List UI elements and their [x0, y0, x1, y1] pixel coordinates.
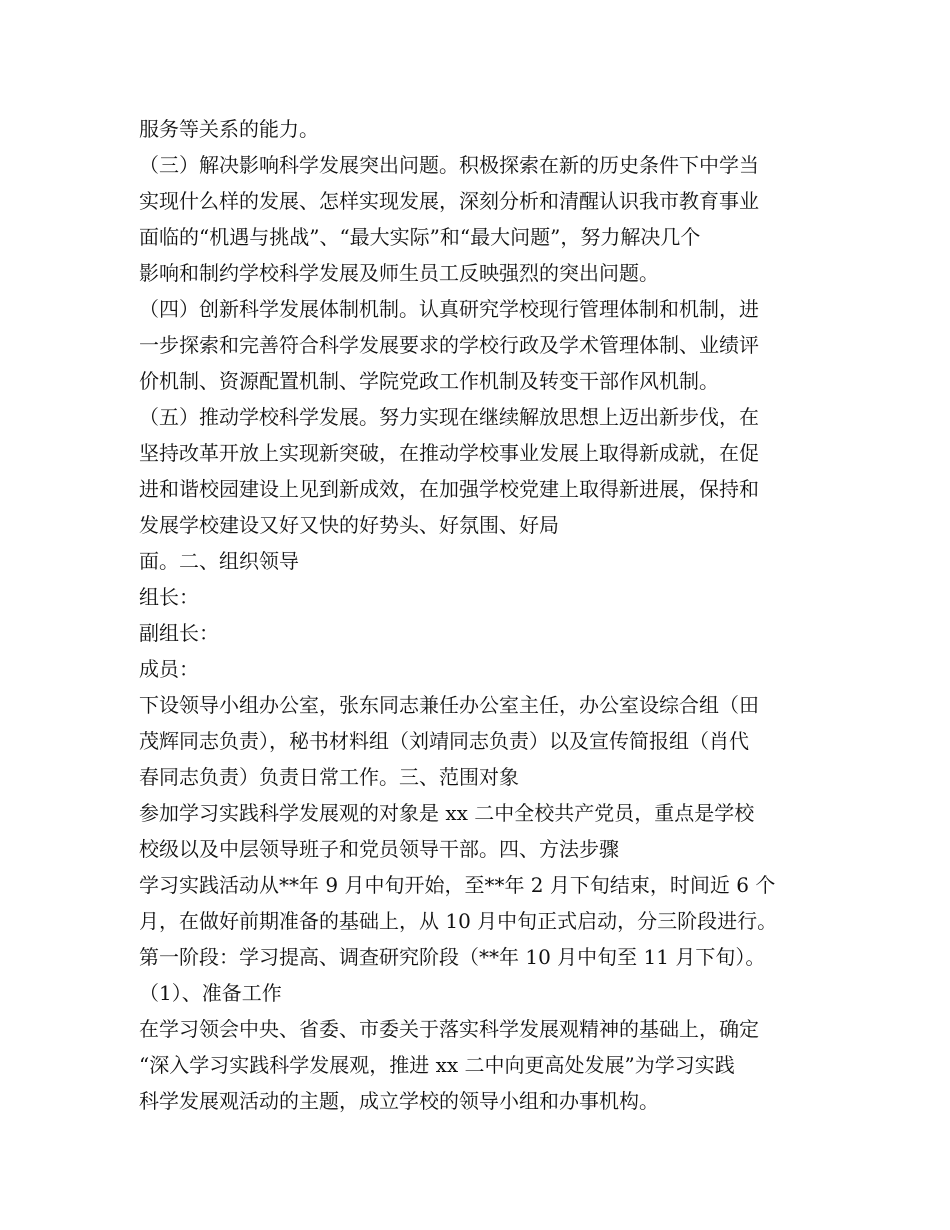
text-line: 参加学习实践科学发展观的对象是 xx 二中全校共产党员，重点是学校: [139, 801, 755, 825]
text-line: 进和谐校园建设上见到新成效，在加强学校党建上取得新进展，保持和: [139, 477, 759, 501]
text-line: 面临的“机遇与挑战”、“最大实际”和“最大问题”，努力解决几个: [139, 225, 701, 249]
text-line: “深入学习实践科学发展观，推进 xx 二中向更高处发展”为学习实践: [139, 1053, 735, 1077]
document-body: [139, 111, 819, 1119]
text-line: 在学习领会中央、省委、市委关于落实科学发展观精神的基础上，确定: [139, 1017, 759, 1041]
text-line: 科学发展观活动的主题，成立学校的领导小组和办事机构。: [139, 1089, 659, 1113]
leader-label: 组长：: [139, 585, 199, 609]
text-line: 一步探索和完善符合科学发展要求的学校行政及学术管理体制、业绩评: [139, 333, 759, 357]
text-line: 价机制、资源配置机制、学院党政工作机制及转变干部作风机制。: [139, 369, 719, 393]
text-line: 发展学校建设又好又快的好势头、好氛围、好局: [139, 513, 559, 537]
members-label: 成员：: [139, 657, 199, 681]
text-line: （四）创新科学发展体制机制。认真研究学校现行管理体制和机制，进: [139, 297, 759, 321]
text-line: 月，在做好前期准备的基础上，从 10 月中旬正式启动，分三阶段进行。: [139, 909, 778, 933]
deputy-leader-label: 副组长：: [139, 621, 219, 645]
text-line: 下设领导小组办公室，张东同志兼任办公室主任，办公室设综合组（田: [139, 693, 759, 717]
text-line: 春同志负责）负责日常工作。三、范围对象: [139, 765, 519, 789]
text-line: （三）解决影响科学发展突出问题。积极探索在新的历史条件下中学当: [139, 153, 759, 177]
text-line: 茂辉同志负责），秘书材料组（刘靖同志负责）以及宣传简报组（肖代: [139, 729, 749, 753]
text-line: 服务等关系的能力。: [139, 117, 319, 141]
text-line: 实现什么样的发展、怎样实现发展，深刻分析和清醒认识我市教育事业: [139, 189, 759, 213]
subsection-heading-line: （1）、准备工作: [139, 981, 282, 1005]
text-line: 坚持改革开放上实现新突破，在推动学校事业发展上取得新成就，在促: [139, 441, 759, 465]
text-line: 学习实践活动从**年 9 月中旬开始，至**年 2 月下旬结束，时间近 6 个: [139, 873, 776, 897]
text-line: 校级以及中层领导班子和党员领导干部。四、方法步骤: [139, 837, 619, 861]
section-heading-line: 面。二、组织领导: [139, 549, 299, 573]
text-line: （五）推动学校科学发展。努力实现在继续解放思想上迈出新步伐，在: [139, 405, 759, 429]
text-line: 第一阶段：学习提高、调查研究阶段（**年 10 月中旬至 11 月下旬）。: [139, 945, 766, 969]
text-line: 影响和制约学校科学发展及师生员工反映强烈的突出问题。: [139, 261, 659, 285]
